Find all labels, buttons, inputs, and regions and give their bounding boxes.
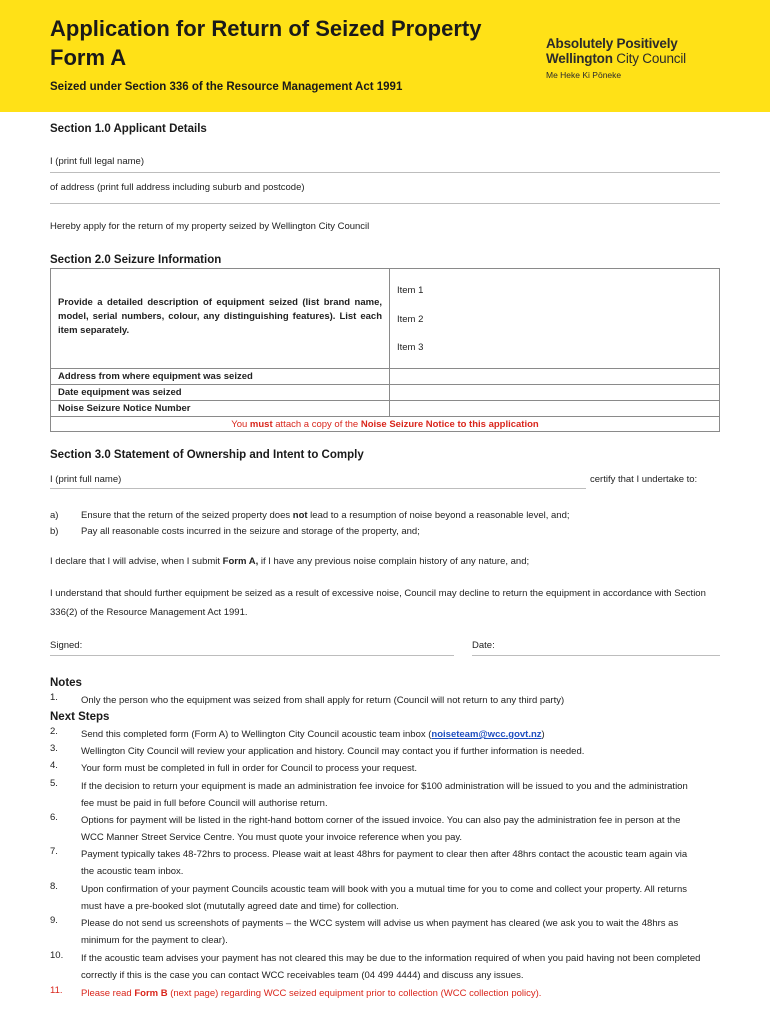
signature-field[interactable] xyxy=(50,655,454,656)
legal-name-label: I (print full legal name) xyxy=(50,156,144,167)
notice-number-field[interactable] xyxy=(390,401,719,416)
equipment-description-label: Provide a detailed description of equipment seized (list brand name, model, serial numbers, colour, any distinguishing features). List each item separately. xyxy=(58,297,382,336)
declare-post: if I have any previous noise complain history of any nature, and; xyxy=(258,556,530,567)
step-5-text: If the decision to return your equipment is made an administration fee invoice for $100 administration will be issued to you and the administration fee must be paid in full before Council will authorise return. xyxy=(81,781,688,809)
step-2-text xyxy=(81,726,701,743)
declare-pre: I declare that I will advise, when I submit xyxy=(50,556,223,567)
item-3-field[interactable]: Item 3 xyxy=(397,342,424,353)
seizure-date-field[interactable] xyxy=(390,385,719,400)
seizure-date-label: Date equipment was seized xyxy=(58,387,182,398)
certify-text: certify that I undertake to: xyxy=(590,474,698,485)
notice-number-label: Noise Seizure Notice Number xyxy=(58,403,191,414)
step-7-num: 7. xyxy=(50,846,58,857)
logo-line-1: Absolutely Positively xyxy=(546,36,678,51)
step-9-num: 9. xyxy=(50,915,58,926)
item-2-field[interactable]: Item 2 xyxy=(397,314,424,325)
logo-line-2-rest: City Council xyxy=(612,51,686,66)
clause-a-post: lead to a resumption of noise beyond a reasonable level, and; xyxy=(307,510,570,521)
step-4-num: 4. xyxy=(50,760,58,771)
date-label: Date: xyxy=(472,640,495,651)
legal-name-field[interactable] xyxy=(50,172,720,173)
step-2-pre: Send this completed form (Form A) to Wellington City Council acoustic team inbox ( xyxy=(81,729,432,740)
date-field[interactable] xyxy=(472,655,720,656)
clause-a-not: not xyxy=(292,510,308,521)
step-6-text: Options for payment will be listed in the right-hand bottom corner of the issued invoice. You can also pay the administration fee in person at the WCC Manner Street Service Centre. You must quote your invoice reference when you pay. xyxy=(81,815,681,843)
title-line-2: Form A xyxy=(50,45,127,70)
header-banner xyxy=(0,0,770,112)
declare-bold: Form A, xyxy=(222,556,259,567)
full-name-field[interactable] xyxy=(50,488,586,489)
page-subtitle: Seized under Section 336 of the Resource Management Act 1991 xyxy=(50,81,403,93)
attach-pre: You xyxy=(231,419,250,430)
item-1-field[interactable]: Item 1 xyxy=(397,285,424,296)
council-logo xyxy=(546,36,686,80)
clause-a-text xyxy=(81,510,570,521)
step-3-text: Wellington City Council will review your application and history. Council may contact you if further information is needed. xyxy=(81,746,585,757)
seizure-address-label: Address from where equipment was seized xyxy=(58,371,253,382)
step-10-text: If the acoustic team advises your payment has not cleared this may be due to the information required of when you paid having not been completed correctly if this is the case you can contact WCC receivables team (04 499 4444) and discuss any issues. xyxy=(81,953,701,981)
note-1-text: Only the person who the equipment was seized from shall apply for return (Council will not return to any third party) xyxy=(81,695,565,706)
signed-label: Signed: xyxy=(50,640,83,651)
attach-mid: attach a copy of the xyxy=(272,419,361,430)
seizure-address-field[interactable] xyxy=(390,369,719,384)
page-title xyxy=(50,14,481,72)
step-4-text: Your form must be completed in full in order for Council to process your request. xyxy=(81,763,418,774)
attach-must: must xyxy=(249,419,273,430)
next-steps-heading: Next Steps xyxy=(50,711,110,723)
note-1-num: 1. xyxy=(50,692,58,703)
step-8-text: Upon confirmation of your payment Councils acoustic team will book with you a mutual time for you to come and collect your property. All returns must have a pre-booked slot (mututally agreed date and time) for collection. xyxy=(81,884,687,912)
section-2-heading: Section 2.0 Seizure Information xyxy=(50,254,222,266)
clause-a-pre: Ensure that the return of the seized property does xyxy=(81,510,293,521)
logo-line-2 xyxy=(546,51,686,66)
step-7-text: Payment typically takes 48-72hrs to process. Please wait at least 48hrs for payment to clear then after 48hrs contact the acoustic team again via the acoustic team inbox. xyxy=(81,849,688,877)
apply-statement: Hereby apply for the return of my property seized by Wellington City Council xyxy=(50,221,370,232)
declaration-text xyxy=(50,556,529,567)
step-11-bold: Form B xyxy=(134,988,168,999)
understand-text: I understand that should further equipment be seized as a result of excessive noise, Council may decline to return the equipment in accordance with Section 336(2) of the Resource Management Act 1991. xyxy=(50,588,706,618)
attach-notice: Noise Seizure Notice to this application xyxy=(360,419,539,430)
step-9-text: Please do not send us screenshots of payments – the WCC system will advise us when payment has cleared (we ask you to wait the 48hrs as minimum for the payment to clear). xyxy=(81,918,679,946)
step-3-num: 3. xyxy=(50,743,58,754)
step-11-text xyxy=(81,985,701,1002)
noise-team-email-link[interactable]: noiseteam@wcc.govt.nz xyxy=(431,729,542,740)
logo-line-3: Me Heke Ki Pōneke xyxy=(546,70,622,80)
step-11-post: (next page) regarding WCC seized equipment prior to collection (WCC collection policy). xyxy=(167,988,542,999)
step-6-num: 6. xyxy=(50,812,58,823)
notes-heading: Notes xyxy=(50,677,82,689)
step-8-num: 8. xyxy=(50,881,58,892)
step-2-post: ) xyxy=(541,729,545,740)
step-11-pre: Please read xyxy=(81,988,135,999)
step-10-num: 10. xyxy=(50,950,64,961)
step-2-num: 2. xyxy=(50,726,58,737)
title-line-1: Application for Return of Seized Property xyxy=(50,16,482,41)
full-name-label: I (print full name) xyxy=(50,474,122,485)
attach-notice-warning xyxy=(50,419,720,430)
clause-a-label: a) xyxy=(50,510,59,521)
address-label: of address (print full address including suburb and postcode) xyxy=(50,182,305,193)
section-3-heading: Section 3.0 Statement of Ownership and Intent to Comply xyxy=(50,449,364,461)
address-field[interactable] xyxy=(50,203,720,204)
section-1-heading: Section 1.0 Applicant Details xyxy=(50,123,207,135)
logo-line-2-bold: Wellington xyxy=(546,51,613,66)
clause-b-label: b) xyxy=(50,526,59,537)
clause-b-text: Pay all reasonable costs incurred in the seizure and storage of the property, and; xyxy=(81,526,420,537)
table-row-separator xyxy=(50,416,720,417)
step-11-num: 11. xyxy=(50,985,63,996)
step-5-num: 5. xyxy=(50,778,58,789)
